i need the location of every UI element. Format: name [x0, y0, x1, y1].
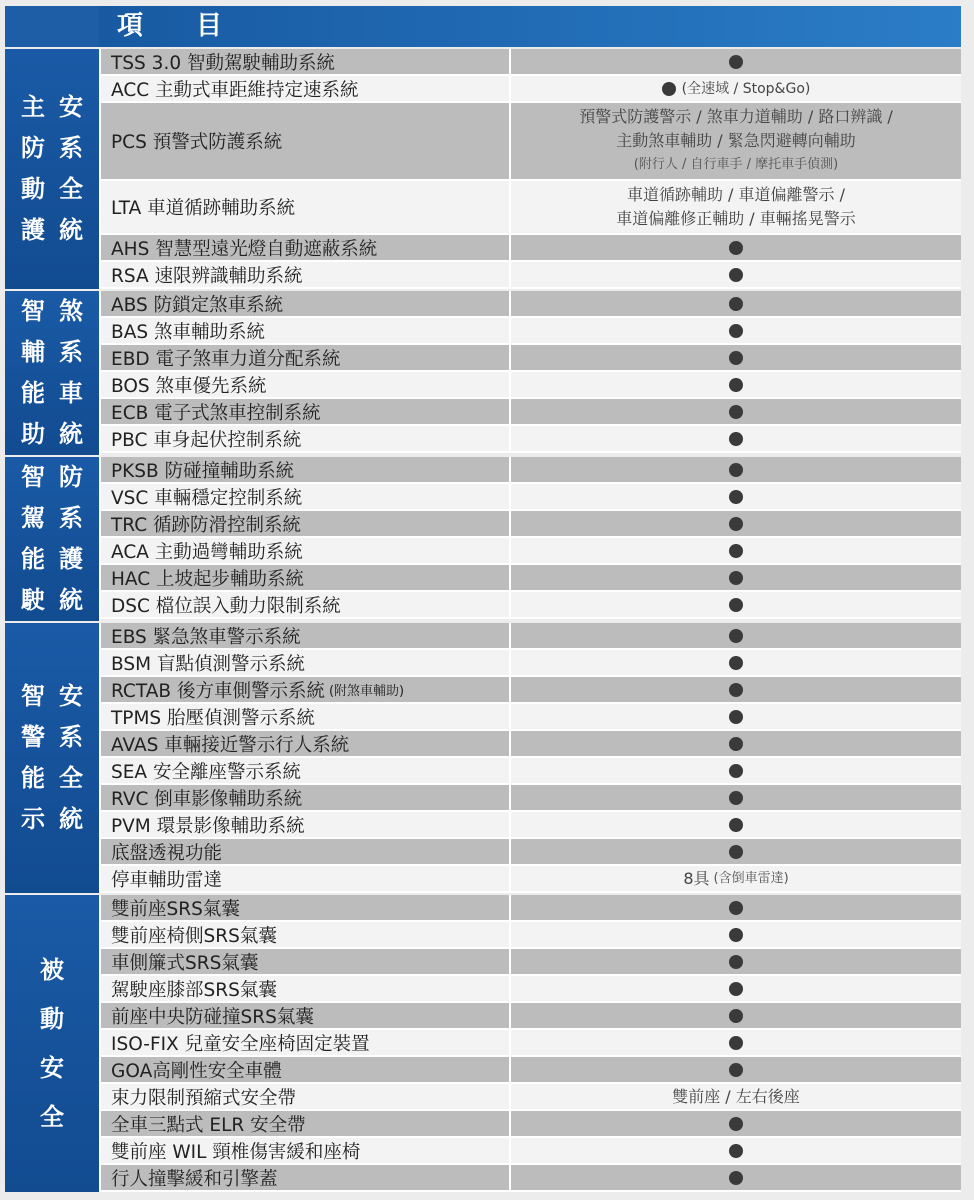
- category-char: 駛: [21, 586, 45, 614]
- category-label: [5, 623, 101, 893]
- table-body: [5, 49, 961, 1192]
- equipped-dot-icon: [729, 297, 743, 311]
- feature-name-text: 停車輔助雷達: [111, 869, 223, 891]
- equipped-dot-icon: [729, 1117, 743, 1131]
- category-char: 輔: [21, 338, 45, 366]
- feature-name-text: RCTAB 後方車側警示系統: [111, 680, 325, 702]
- feature-value: [511, 592, 961, 617]
- feature-name-text: EBD 電子煞車力道分配系統: [111, 348, 341, 370]
- table-row: [101, 731, 961, 758]
- feature-value: [511, 866, 961, 891]
- table-section: [5, 623, 961, 893]
- feature-name: [101, 949, 511, 974]
- feature-value: [511, 731, 961, 756]
- table-row: [101, 677, 961, 704]
- feature-name: [101, 345, 511, 370]
- feature-value: [511, 922, 961, 947]
- equipped-dot-icon: [662, 82, 676, 96]
- equipped-dot-icon: [729, 55, 743, 69]
- category-char: 駕: [21, 504, 45, 532]
- feature-value: [511, 318, 961, 343]
- feature-name-text: SEA 安全離座警示系統: [111, 761, 301, 783]
- table-row: [101, 866, 961, 893]
- feature-name-text: PVM 環景影像輔助系統: [111, 815, 305, 837]
- feature-value: [511, 839, 961, 864]
- value-lines: [616, 183, 856, 231]
- category-char: 警: [21, 723, 45, 751]
- feature-name: [101, 704, 511, 729]
- feature-name: [101, 511, 511, 536]
- feature-name: [101, 399, 511, 424]
- category-char: 被: [40, 955, 64, 984]
- feature-name-text: 束力限制預縮式安全帶: [111, 1087, 297, 1109]
- feature-value: [511, 1030, 961, 1055]
- category-char: 護: [59, 545, 83, 573]
- table-row: [101, 372, 961, 399]
- feature-value: [511, 704, 961, 729]
- category-text: [21, 291, 83, 455]
- feature-name-note: (附煞車輔助): [328, 684, 405, 699]
- category-char: 統: [59, 420, 83, 448]
- table-row: [101, 895, 961, 922]
- feature-name-text: 前座中央防碰撞SRS氣囊: [111, 1006, 314, 1028]
- equipped-dot-icon: [729, 845, 743, 859]
- feature-value: [511, 345, 961, 370]
- feature-name: [101, 1003, 511, 1028]
- feature-value: [511, 181, 961, 233]
- feature-name: [101, 592, 511, 617]
- category-char: 能: [21, 764, 45, 792]
- feature-value: [511, 457, 961, 482]
- spec-table: [5, 6, 961, 1192]
- category-text: [40, 946, 64, 1142]
- feature-name: [101, 235, 511, 260]
- section-rows: [101, 623, 961, 893]
- table-section: [5, 457, 961, 621]
- feature-name-text: AVAS 車輛接近警示行人系統: [111, 734, 350, 756]
- category-char: 動: [40, 1004, 64, 1033]
- feature-value: [511, 758, 961, 783]
- feature-value: [511, 623, 961, 648]
- feature-name-text: AHS 智慧型遠光燈自動遮蔽系統: [111, 238, 378, 260]
- table-row: [101, 839, 961, 866]
- table-row: [101, 704, 961, 731]
- equipped-dot-icon: [729, 1036, 743, 1050]
- table-row: [101, 976, 961, 1003]
- feature-name-text: 車側簾式SRS氣囊: [111, 952, 259, 974]
- table-row: [101, 235, 961, 262]
- feature-name-text: 雙前座SRS氣囊: [111, 898, 240, 920]
- feature-name: [101, 1030, 511, 1055]
- category-char: 能: [21, 545, 45, 573]
- feature-name: [101, 49, 511, 74]
- equipped-dot-icon: [729, 710, 743, 724]
- value-note: (全速域 / Stop&Go): [681, 80, 811, 97]
- category-char: 車: [59, 379, 83, 407]
- table-row: [101, 484, 961, 511]
- value-line: 主動煞車輔助 / 緊急閃避轉向輔助: [616, 131, 856, 150]
- table-row: [101, 345, 961, 372]
- category-char: 防: [59, 463, 83, 491]
- value-text: 8具: [683, 868, 710, 888]
- section-rows: [101, 895, 961, 1192]
- feature-name-text: 行人撞擊緩和引擎蓋: [111, 1168, 278, 1190]
- feature-name: [101, 1111, 511, 1136]
- category-char: 統: [59, 216, 83, 244]
- feature-name: [101, 866, 511, 891]
- equipped-dot-icon: [729, 351, 743, 365]
- feature-name: [101, 895, 511, 920]
- category-char: 智: [21, 463, 45, 491]
- category-char: 助: [21, 420, 45, 448]
- equipped-dot-icon: [729, 598, 743, 612]
- feature-name-text: HAC 上坡起步輔助系統: [111, 568, 305, 590]
- table-section: [5, 49, 961, 289]
- table-row: [101, 426, 961, 453]
- feature-name-text: EBS 緊急煞車警示系統: [111, 626, 301, 648]
- equipped-dot-icon: [729, 463, 743, 477]
- category-char: 安: [59, 682, 83, 710]
- feature-name: [101, 457, 511, 482]
- equipped-with-note: [662, 77, 811, 101]
- category-char: 護: [21, 216, 45, 244]
- feature-value: [511, 49, 961, 74]
- table-row: [101, 623, 961, 650]
- feature-name-text: 駕駛座膝部SRS氣囊: [111, 979, 277, 1001]
- feature-name: [101, 291, 511, 316]
- equipped-dot-icon: [729, 982, 743, 996]
- category-char: 統: [59, 805, 83, 833]
- feature-value: [511, 103, 961, 179]
- equipped-dot-icon: [729, 268, 743, 282]
- category-label: [5, 895, 101, 1192]
- value-lines: [579, 105, 893, 177]
- table-row: [101, 262, 961, 289]
- feature-name: [101, 976, 511, 1001]
- category-char: 全: [40, 1102, 64, 1131]
- value-line: 車道循跡輔助 / 車道偏離警示 /: [626, 185, 846, 204]
- table-row: [101, 291, 961, 318]
- section-rows: [101, 49, 961, 289]
- feature-name-text: RSA 速限辨識輔助系統: [111, 265, 303, 287]
- feature-name-text: BOS 煞車優先系統: [111, 375, 267, 397]
- feature-value: [511, 484, 961, 509]
- feature-value: [511, 812, 961, 837]
- feature-name: [101, 181, 511, 233]
- equipped-dot-icon: [729, 901, 743, 915]
- header-corner: [5, 6, 99, 47]
- value-line: 預警式防護警示 / 煞車力道輔助 / 路口辨識 /: [579, 107, 893, 126]
- feature-value: [511, 291, 961, 316]
- equipped-dot-icon: [729, 517, 743, 531]
- equipped-dot-icon: [729, 241, 743, 255]
- feature-name-text: PKSB 防碰撞輔助系統: [111, 460, 295, 482]
- category-char: 智: [21, 682, 45, 710]
- feature-name-text: RVC 倒車影像輔助系統: [111, 788, 303, 810]
- equipped-dot-icon: [729, 1063, 743, 1077]
- section-rows: [101, 291, 961, 455]
- feature-value: [511, 1084, 961, 1109]
- feature-name-text: BSM 盲點偵測警示系統: [111, 653, 305, 675]
- table-row: [101, 1057, 961, 1084]
- category-char: 系: [59, 134, 83, 162]
- table-row: [101, 1030, 961, 1057]
- equipped-dot-icon: [729, 432, 743, 446]
- table-header: [5, 6, 961, 47]
- table-section: [5, 895, 961, 1192]
- category-char: 統: [59, 586, 83, 614]
- table-row: [101, 1165, 961, 1192]
- table-row: [101, 1111, 961, 1138]
- category-char: 全: [59, 175, 83, 203]
- feature-value: [511, 949, 961, 974]
- feature-value: [511, 895, 961, 920]
- equipped-dot-icon: [729, 571, 743, 585]
- table-section: [5, 291, 961, 455]
- category-char: 系: [59, 338, 83, 366]
- feature-name: [101, 812, 511, 837]
- category-char: 安: [59, 93, 83, 121]
- equipped-dot-icon: [729, 1144, 743, 1158]
- equipped-dot-icon: [729, 490, 743, 504]
- feature-value: [511, 372, 961, 397]
- feature-name-text: ACA 主動過彎輔助系統: [111, 541, 303, 563]
- feature-name-text: DSC 檔位誤入動力限制系統: [111, 595, 341, 617]
- feature-value: [511, 650, 961, 675]
- feature-name: [101, 677, 511, 702]
- table-row: [101, 650, 961, 677]
- feature-name-text: LTA 車道循跡輔助系統: [111, 198, 296, 219]
- feature-name: [101, 922, 511, 947]
- feature-name-text: ECB 電子式煞車控制系統: [111, 402, 321, 424]
- feature-name: [101, 758, 511, 783]
- table-row: [101, 103, 961, 181]
- table-row: [101, 1003, 961, 1030]
- feature-name-text: VSC 車輛穩定控制系統: [111, 487, 303, 509]
- feature-value: [511, 565, 961, 590]
- feature-name: [101, 1138, 511, 1163]
- feature-name: [101, 839, 511, 864]
- table-row: [101, 1138, 961, 1165]
- table-row: [101, 949, 961, 976]
- equipped-dot-icon: [729, 405, 743, 419]
- feature-value: [511, 1165, 961, 1190]
- header-title: 項 目: [117, 11, 245, 41]
- equipped-dot-icon: [729, 544, 743, 558]
- feature-value: [511, 426, 961, 451]
- feature-name-text: PCS 預警式防護系統: [111, 132, 283, 153]
- category-char: 智: [21, 297, 45, 325]
- table-row: [101, 565, 961, 592]
- feature-value: [511, 538, 961, 563]
- table-row: [101, 785, 961, 812]
- feature-name: [101, 1165, 511, 1190]
- table-row: [101, 1084, 961, 1111]
- feature-value: [511, 785, 961, 810]
- feature-name: [101, 623, 511, 648]
- feature-name-text: ISO-FIX 兒童安全座椅固定裝置: [111, 1033, 370, 1055]
- feature-name: [101, 372, 511, 397]
- equipped-dot-icon: [729, 683, 743, 697]
- category-char: 全: [59, 764, 83, 792]
- category-char: 主: [21, 93, 45, 121]
- equipped-dot-icon: [729, 955, 743, 969]
- equipped-dot-icon: [729, 378, 743, 392]
- category-char: 安: [40, 1053, 64, 1082]
- category-label: [5, 457, 101, 621]
- equipped-dot-icon: [729, 1009, 743, 1023]
- equipped-dot-icon: [729, 818, 743, 832]
- feature-name: [101, 76, 511, 101]
- feature-name-text: GOA高剛性安全車體: [111, 1060, 282, 1082]
- feature-name: [101, 565, 511, 590]
- table-row: [101, 318, 961, 345]
- category-char: 系: [59, 723, 83, 751]
- table-row: [101, 511, 961, 538]
- equipped-dot-icon: [729, 737, 743, 751]
- category-char: 示: [21, 805, 45, 833]
- table-row: [101, 457, 961, 484]
- equipped-dot-icon: [729, 764, 743, 778]
- feature-value: [511, 1111, 961, 1136]
- feature-value: [511, 262, 961, 287]
- category-char: 能: [21, 379, 45, 407]
- feature-value: [511, 511, 961, 536]
- table-row: [101, 758, 961, 785]
- value-text: 雙前座 / 左右後座: [672, 1086, 800, 1106]
- category-text: [21, 87, 83, 251]
- feature-name: [101, 318, 511, 343]
- feature-name-text: PBC 車身起伏控制系統: [111, 429, 302, 451]
- equipped-dot-icon: [729, 324, 743, 338]
- feature-name: [101, 1084, 511, 1109]
- feature-value: [511, 976, 961, 1001]
- table-row: [101, 181, 961, 235]
- feature-name-text: TPMS 胎壓偵測警示系統: [111, 707, 316, 729]
- feature-name-text: TSS 3.0 智動駕駛輔助系統: [111, 52, 335, 74]
- feature-name: [101, 1057, 511, 1082]
- category-char: 動: [21, 175, 45, 203]
- section-rows: [101, 457, 961, 621]
- table-row: [101, 922, 961, 949]
- table-row: [101, 592, 961, 619]
- feature-name-text: 全車三點式 ELR 安全帶: [111, 1114, 306, 1136]
- value-subnote: (含倒車雷達): [713, 870, 789, 886]
- feature-name: [101, 426, 511, 451]
- table-row: [101, 538, 961, 565]
- category-char: 防: [21, 134, 45, 162]
- feature-name: [101, 785, 511, 810]
- feature-value: [511, 677, 961, 702]
- table-row: [101, 76, 961, 103]
- feature-value: [511, 235, 961, 260]
- table-row: [101, 49, 961, 76]
- feature-value: [511, 1057, 961, 1082]
- equipped-dot-icon: [729, 928, 743, 942]
- feature-value: [511, 1003, 961, 1028]
- feature-value: [511, 76, 961, 101]
- feature-name-text: ABS 防鎖定煞車系統: [111, 294, 284, 316]
- category-text: [21, 457, 83, 621]
- equipped-dot-icon: [729, 1171, 743, 1185]
- category-char: 煞: [59, 297, 83, 325]
- feature-name-text: 底盤透視功能: [111, 842, 223, 864]
- equipped-dot-icon: [729, 791, 743, 805]
- feature-name: [101, 731, 511, 756]
- feature-name-text: 雙前座椅側SRS氣囊: [111, 925, 277, 947]
- feature-name: [101, 484, 511, 509]
- category-label: [5, 49, 101, 289]
- table-row: [101, 399, 961, 426]
- feature-name: [101, 650, 511, 675]
- feature-name: [101, 538, 511, 563]
- feature-name: [101, 103, 511, 179]
- feature-name-text: 雙前座 WIL 頸椎傷害緩和座椅: [111, 1141, 361, 1163]
- feature-name-text: TRC 循跡防滑控制系統: [111, 514, 302, 536]
- category-char: 系: [59, 504, 83, 532]
- equipped-dot-icon: [729, 656, 743, 670]
- category-label: [5, 291, 101, 455]
- feature-value: [511, 1138, 961, 1163]
- value-subnote: (附行人 / 自行車手 / 摩托車手偵測): [633, 157, 839, 172]
- category-text: [21, 676, 83, 840]
- value-line: 車道偏離修正輔助 / 車輛搖晃警示: [616, 209, 856, 228]
- feature-name: [101, 262, 511, 287]
- feature-name-text: ACC 主動式車距維持定速系統: [111, 79, 359, 101]
- feature-name-text: BAS 煞車輔助系統: [111, 321, 265, 343]
- feature-value: [511, 399, 961, 424]
- equipped-dot-icon: [729, 629, 743, 643]
- table-row: [101, 812, 961, 839]
